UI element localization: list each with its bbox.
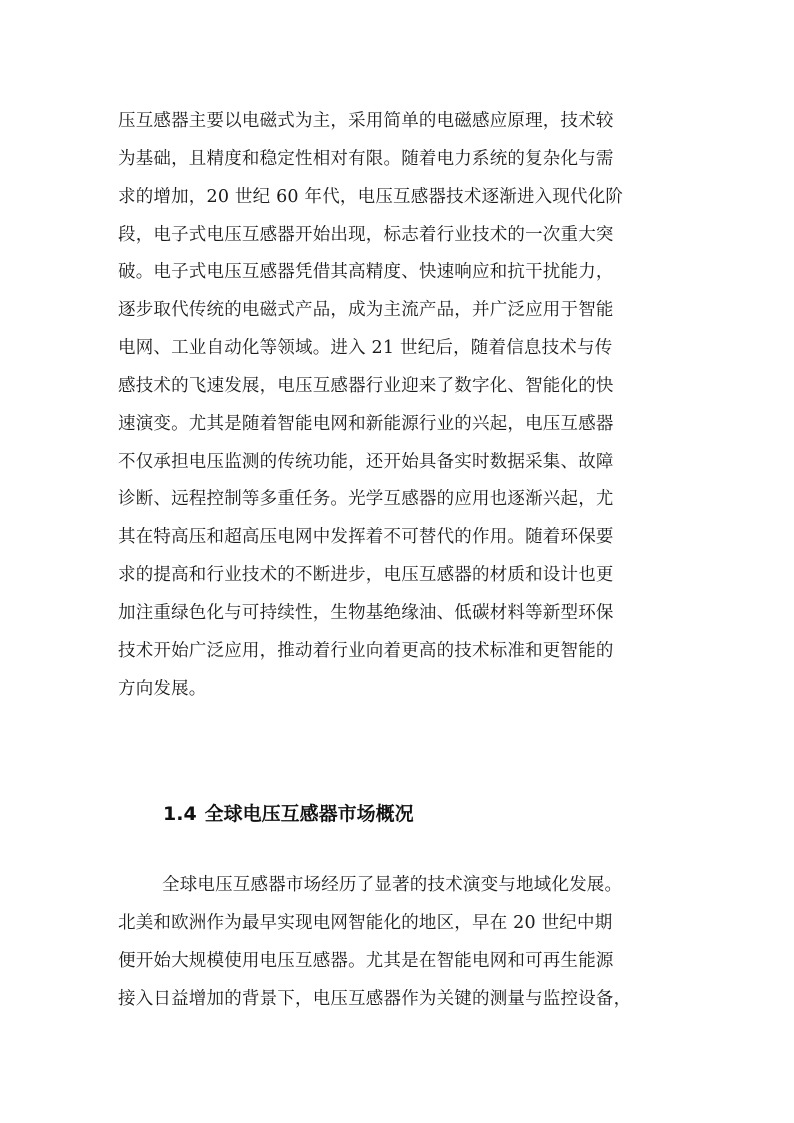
- text-line: 段，电子式电压互感器开始出现，标志着行业技术的一次重大突: [118, 224, 614, 245]
- text-line: 技术开始广泛应用，推动着行业向着更高的技术标准和更智能的: [118, 640, 614, 661]
- body-paragraph-1: [118, 103, 678, 709]
- text-line: 北美和欧洲作为最早实现电网智能化的地区，早在 20 世纪中期: [118, 912, 613, 933]
- text-line: 诊断、远程控制等多重任务。光学互感器的应用也逐渐兴起，尤: [118, 489, 614, 510]
- text-line: 求的提高和行业技术的不断进步，电压互感器的材质和设计也更: [118, 565, 614, 586]
- text-line: 接入日益增加的背景下，电压互感器作为关键的测量与监控设备，: [118, 988, 632, 1009]
- text-line: 其在特高压和超高压电网中发挥着不可替代的作用。随着环保要: [118, 527, 614, 548]
- text-line: 压互感器主要以电磁式为主，采用简单的电磁感应原理，技术较: [118, 111, 614, 131]
- text-line: 速演变。尤其是随着智能电网和新能源行业的兴起，电压互感器: [118, 413, 614, 434]
- body-paragraph-2: [118, 867, 678, 1018]
- section-heading: [163, 799, 414, 829]
- text-line: 全球电压互感器市场经历了显著的技术演变与地域化发展。: [162, 875, 623, 895]
- section-title: 全球电压互感器市场概况: [204, 803, 414, 825]
- text-line: 破。电子式电压互感器凭借其高精度、快速响应和抗干扰能力，: [118, 262, 614, 283]
- text-line: 求的增加，20 世纪 60 年代，电压互感器技术逐渐进入现代化阶: [118, 186, 624, 207]
- section-number: 1.4: [163, 803, 197, 825]
- text-line: 便开始大规模使用电压互感器。尤其是在智能电网和可再生能源: [118, 950, 614, 971]
- text-line: 加注重绿色化与可持续性，生物基绝缘油、低碳材料等新型环保: [118, 602, 614, 623]
- text-line: 逐步取代传统的电磁式产品，成为主流产品，并广泛应用于智能: [118, 300, 614, 321]
- text-line: 不仅承担电压监测的传统功能，还开始具备实时数据采集、故障: [118, 451, 614, 472]
- text-line: 电网、工业自动化等领域。进入 21 世纪后，随着信息技术与传: [118, 338, 613, 359]
- text-line: 方向发展。: [118, 678, 207, 699]
- text-line: 感技术的飞速发展，电压互感器行业迎来了数字化、智能化的快: [118, 375, 614, 396]
- text-line: 为基础，且精度和稳定性相对有限。随着电力系统的复杂化与需: [118, 148, 614, 169]
